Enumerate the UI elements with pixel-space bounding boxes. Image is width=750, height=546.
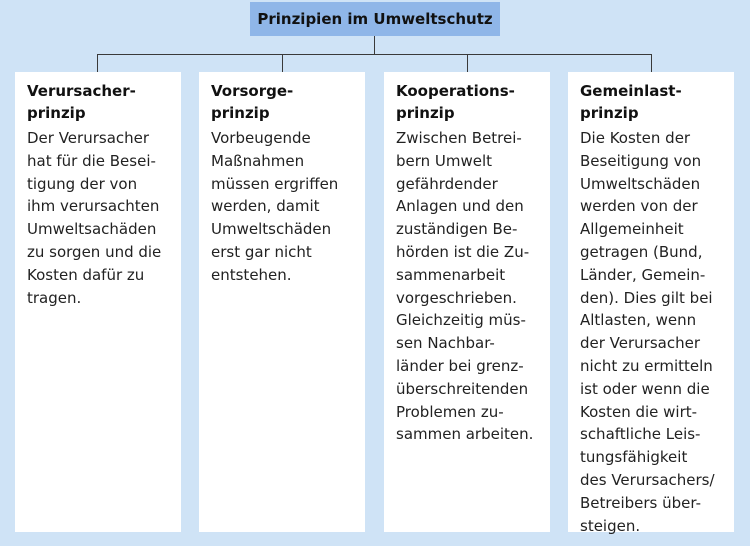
principle-title-line: prinzip	[396, 104, 455, 122]
principle-text-line: Der Verursacher	[27, 129, 150, 147]
principle-text-line: ist oder wenn die	[580, 379, 710, 398]
principle-text-line: Gleichzeitig müs-	[396, 311, 526, 330]
connector-horizontal	[97, 54, 652, 55]
principle-text-line: ihm verursachten	[27, 197, 160, 216]
principle-text-line: Maßnahmen	[211, 151, 305, 170]
principle-title	[211, 80, 355, 124]
principle-text-line: den). Dies gilt bei	[580, 288, 713, 307]
principle-text-line: hörden ist die Zu-	[396, 242, 530, 261]
principle-text-line: Umweltschäden	[211, 220, 332, 239]
principle-description	[211, 127, 355, 287]
principle-text-line: getragen (Bund,	[580, 242, 703, 261]
principle-text-line: sen Nachbar-	[396, 334, 495, 353]
principle-text-line: sammen arbeiten.	[396, 425, 534, 444]
principle-text-line: erst gar nicht	[211, 242, 312, 261]
principle-text-line: Vorbeugende	[211, 129, 311, 147]
principle-text-line: Kosten dafür zu	[27, 265, 145, 284]
connector-vertical-3	[467, 54, 468, 72]
principle-text-line: gefährdender	[396, 174, 498, 193]
principle-text-line: schaftliche Leis-	[580, 425, 701, 444]
principle-text-line: hat für die Besei-	[27, 151, 156, 170]
principle-text-line: müssen ergriffen	[211, 174, 339, 193]
principle-title	[580, 80, 724, 124]
principle-text-line: Zwischen Betrei-	[396, 129, 522, 147]
principle-description	[580, 127, 724, 537]
principle-text-line: Altlasten, wenn	[580, 311, 697, 330]
principle-card-gemeinlast	[568, 72, 734, 535]
principle-title-line: prinzip	[211, 104, 270, 122]
principle-text-line: werden, damit	[211, 197, 320, 216]
principle-text-line: länder bei grenz-	[396, 356, 524, 375]
principle-description	[27, 127, 171, 309]
principle-text-line: zuständigen Be-	[396, 220, 518, 239]
principle-text-line: Problemen zu-	[396, 402, 504, 421]
principle-text-line: steigen.	[580, 516, 641, 535]
principle-text-line: Allgemeinheit	[580, 220, 684, 239]
principle-card-kooperation	[384, 72, 550, 532]
connector-vertical-4	[651, 54, 652, 72]
principle-title-line: Kooperations-	[396, 82, 515, 100]
principle-text-line: nicht zu ermitteln	[580, 356, 713, 375]
principle-text-line: Länder, Gemein-	[580, 265, 706, 284]
connector-vertical-2	[282, 54, 283, 72]
principle-title-line: Gemeinlast-	[580, 82, 682, 100]
principle-title-line: prinzip	[580, 104, 639, 122]
principle-text-line: Umweltschäden	[580, 174, 701, 193]
principle-text-line: Betreibers über-	[580, 493, 702, 512]
principle-text-line: Anlagen und den	[396, 197, 524, 216]
principle-title	[396, 80, 540, 124]
principle-text-line: vorgeschrieben.	[396, 288, 517, 307]
connector-vertical-root	[374, 36, 375, 54]
principle-text-line: tigung der von	[27, 174, 138, 193]
principle-text-line: tungsfähigkeit	[580, 448, 688, 467]
principle-text-line: sammenarbeit	[396, 265, 506, 284]
principle-text-line: des Verursachers/	[580, 470, 715, 489]
principle-description	[396, 127, 540, 446]
principle-text-line: überschreitenden	[396, 379, 529, 398]
principle-title-line: prinzip	[27, 104, 86, 122]
principle-text-line: Die Kosten der	[580, 129, 691, 147]
principle-title-line: Vorsorge-	[211, 82, 294, 100]
principle-text-line: werden von der	[580, 197, 698, 216]
principle-title-line: Verursacher-	[27, 82, 136, 100]
principle-text-line: der Verursacher	[580, 334, 701, 353]
principle-text-line: bern Umwelt	[396, 151, 493, 170]
principle-text-line: zu sorgen und die	[27, 242, 162, 261]
principle-title	[27, 80, 171, 124]
principle-text-line: Umweltsachäden	[27, 220, 157, 239]
principle-text-line: Kosten die wirt-	[580, 402, 698, 421]
principle-text-line: Beseitigung von	[580, 151, 702, 170]
principle-text-line: entstehen.	[211, 265, 292, 284]
root-node-title: Prinzipien im Umweltschutz	[250, 2, 500, 36]
connector-vertical-1	[97, 54, 98, 72]
principle-card-vorsorge	[199, 72, 365, 532]
principle-card-verursacher	[15, 72, 181, 532]
principle-text-line: tragen.	[27, 288, 82, 307]
